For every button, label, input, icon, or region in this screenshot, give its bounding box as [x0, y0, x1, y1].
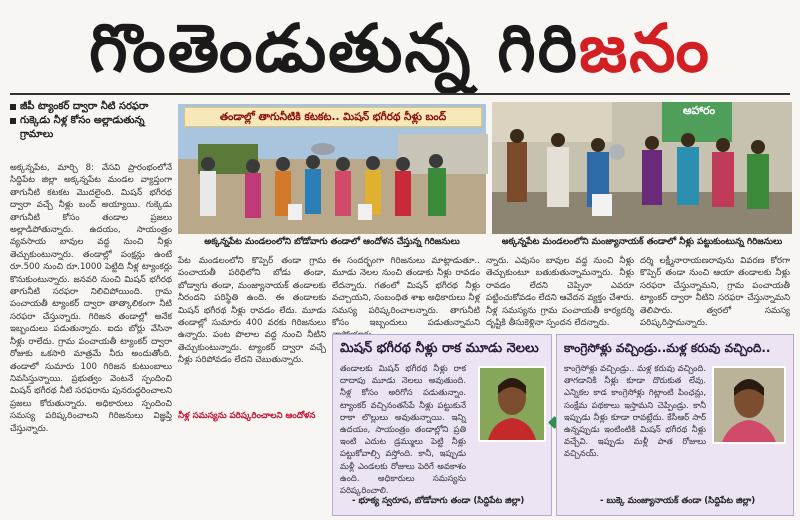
bullet-text: జీపీ ట్యాంకర్ ద్వారా నీటి సరఫరా	[20, 101, 149, 112]
quote-box-swarupa-title: మిషన్ భగీరథ నీళ్లు రాక మూడు నెలలు	[340, 341, 539, 356]
bullet-text: గుక్కెడు నీళ్ల కోసం అల్లాడుతున్న గ్రామాలు	[20, 115, 145, 140]
photo-protest-caption: అక్కన్నపేట మండలంలోని బోడోవాగు తండాలో ఆందోళన చేస్తున్న గిరిజనులు	[204, 237, 460, 247]
photo-water-queue	[492, 102, 792, 234]
right-column-text: దర్శి లక్ష్మీనారాయణరావును వివరణ కోరగా కొప్పెర్ తండా నుంచి ఆయా తండాలకు నీళ్లు సరఫరా చేస్తున్నామని, గ్రామ పంచాయతీ ట్యాంకర్ ద్వారా నీటిని సరఫరా చేస్తున్నామని తెలిపారు. త్వరలో సమస్య పరిష్కరిస్తామన్నారు.	[640, 256, 790, 329]
headline	[16, 6, 784, 92]
bullet-list	[10, 100, 172, 158]
left-column-text: అక్కన్నపేట, మార్చి 8: వేసవి ప్రారంభంలోనే సిద్దిపేట జిల్లా అక్కన్నపేట మండల వ్యాప్తంగా తాగునీటి కటకట మొదలైంది. మిషన్ భగీరథ ద్వారా వచ్చే నీళ్లు బంద్ అయ్యాయి. గుక్కెడు తాగునీటి కోసం తండాల ప్రజలు అల్లాడిపోతున్నారు. ఉదయం, సాయంత్రం వ్యవసాయ బావుల వద్ద నుంచి నీళ్లు తెచ్చుకుంటున్నారు. తండాల్లో పంక్షన్లు ఉంటే రూ.500 నుంచి రూ.1000 పెట్టిది నీళ్ల ట్యాంకర్లు కొనుకుంటున్నారు. జనవరి నుంచి మిషన్ భగీరథ తాగునీటి సరఫరా నిలిచిపోయింది. గ్రామ పంచాయతీ ట్యాంకర్ ద్వారా తాత్కాలికంగా నీటి సరఫరా చేస్తున్నారు. గిరిజన తండాల్లో అనేక ఇబ్బందులు పడుతున్నారు. ఐదు బోర్లు వేసినా నీళ్లు రాలేదు. గ్రామ పంచాయతీ ట్యాంకర్ ద్వారా రోజుకు ఒకసారి మాత్రమే నీరు అందుతోంది. తండాలో సుమారు 100 గిరిజన కుటుంబాలు నివసిస్తున్నాయి. ప్రభుత్వం వెంటనే స్పందించి మిషన్ భగీరథ నీటి సరఫరాను పునరుద్ధరించాలని ప్రజలు కోరుతున్నారు. అధికారులు స్పందించి సమస్య పరిష్కరించాలని గిరిజనులు విజ్ఞప్తి చేస్తున్నారు.	[10, 163, 172, 434]
middle-column-3-text: న్నారు. ఎవుసం బావుల వద్ద నుంచి నీళ్లు తెచ్చుకుంటూ బతుకుతున్నామన్నారు. నీళ్లు రావడం లేదని చెప్పినా ఎవరూ పట్టించుకోవడం లేదని ఆవేదన వ్యక్తం చేశారు. నీళ్ల సమస్యను గ్రామ పంచాయతీ కార్యదర్శి దృష్టికి తీసుకెళ్లినా స్పందన లేదన్నారు.	[486, 256, 634, 329]
middle-column-2-text: ఈ సందర్భంగా గిరిజనులు మాట్లాడుతూ.. మూడు నెలల నుంచి తండాకు నీళ్లు రావడం లేదన్నారు. గతంలో మిషన్ భగీరథ నీళ్లు వచ్చాయని, సంబంధిత శాఖ అధికారులు నీళ్ల సమస్య పరిష్కరించాలన్నారు. తాగునీటి కోసం ఇబ్బందులు పడుతున్నామని	[332, 256, 480, 329]
bullet-item	[10, 114, 172, 142]
quote-box-swarupa-text: తండాలకు మిషన్ భగీరథ నీళ్లు రాక దాదాపు మూడు నెలలు అవుతుంది. నీళ్ల కోసం అరిగోస పడుతున్నాం. ట్యాంకర్ వచ్చినంతసేపే నీళ్లు పట్టుకునే రాకా లొల్లులు అవుతున్నాయి. ఇన్ని ఉదయం, సాయంత్రం తండాల్లోని ప్రతి ఇంటి ఎదుట డ్రమ్ములు పెట్టి నీళ్లు పట్టుకోవాల్సి వస్తోంది. కానీ, ఇప్పుడు మళ్లీ ఎండలకు రోజులు పెరిగే అవకాశం ఉంది. అధికారులు సమస్యను పరిష్కరించాలి.	[340, 363, 466, 496]
left-column	[10, 162, 172, 514]
photo-sign-text: ఆహారం	[682, 104, 716, 117]
headline-rule	[10, 93, 790, 95]
middle-column-1	[178, 255, 326, 405]
quote-box-manjyanayak-title: కాంగ్రెసోళ్లు వచ్చిండ్రు..మళ్ల కరువు వచ్చింది..	[564, 341, 771, 355]
middle-column-1-text: పేట మండలంలోని కొప్పెర్ తండా గ్రామ పంచాయతీ పరిధిలోని బోడు తండా, బోడ్వాగు తండా, మంజ్యానాయక్ తండాలకు నీరందని పరిస్థితి ఉంది. ఈ తండాలకు మిషన్ భగీరథ నీళ్లు రావడం లేదు. మూడు తండాల్లో సుమారు 400 వరకు గిరిజనులు ఉన్నారు. పంట పొలాల వద్ద నుంచి నీటిని తెచ్చుకుంటున్నారు. ట్యాంకర్ ద్వారా వచ్చే నీళ్లు సరిపోవడం లేదని చెబుతున్నారు.	[178, 256, 326, 366]
quote-box-manjyanayak-byline: - బుక్కె మంజ్యానాయక్ తండా (సిద్దిపేట జిల్లా)	[600, 496, 756, 506]
bullet-item	[10, 100, 172, 114]
photo-protest-banner: తండాల్లో తాగునీటికి కటకట.. మిషన్ భగీరథ నీళ్లు బంద్	[184, 107, 482, 127]
portrait-manjyanayak	[712, 366, 786, 444]
portrait-swarupa	[478, 366, 546, 442]
headline-part2: జనం	[578, 10, 711, 87]
highlight-line: నీళ్ల సమస్యను పరిష్కరించాలని ఆందోళన	[178, 411, 316, 421]
photo-water-queue-caption: అక్కన్నపేట మండలంలోని మంజ్యానాయక్ తండాలో నీళ్లు పట్టుకుంటున్న గిరిజనులు	[501, 237, 783, 247]
middle-column-3	[486, 255, 634, 330]
middle-column-2	[332, 255, 480, 330]
headline-part1: గొంతెండుతున్న గిరి	[89, 10, 579, 87]
bullet-square-icon	[10, 118, 16, 124]
quote-box-swarupa-byline: - భూక్య స్వరూప, బోడోవాగు తండా (సిద్దిపేట జిల్లా)	[352, 496, 525, 506]
bullet-square-icon	[10, 104, 16, 110]
right-column	[640, 255, 790, 330]
photo-water-queue-image	[492, 102, 792, 234]
quote-box-manjyanayak-text: కాంగ్రెసోళ్లు వచ్చిండ్రు.. మళ్ల కరువు వచ్చింది. తాగడానికి నీళ్లు కూడా దొరుకుత లేవు. ఎన్నికల కాడ కాంగ్రెసోళ్లు గిట్లాంటి పింఛన్లు, సంక్షేమ పథకాలు ఇస్తామని చెప్పిండ్రు. కానీ ఇప్పుడు నీళ్లు కూడా రావట్లేదు. కేసీఆర్ సార్ ఉన్నప్పుడు ఇంటింటికి మిషన్ భగీరథ నీళ్లు వచ్చేవి. ఇప్పుడు మళ్లీ పాత రోజులు వచ్చినయ్.	[564, 363, 706, 459]
